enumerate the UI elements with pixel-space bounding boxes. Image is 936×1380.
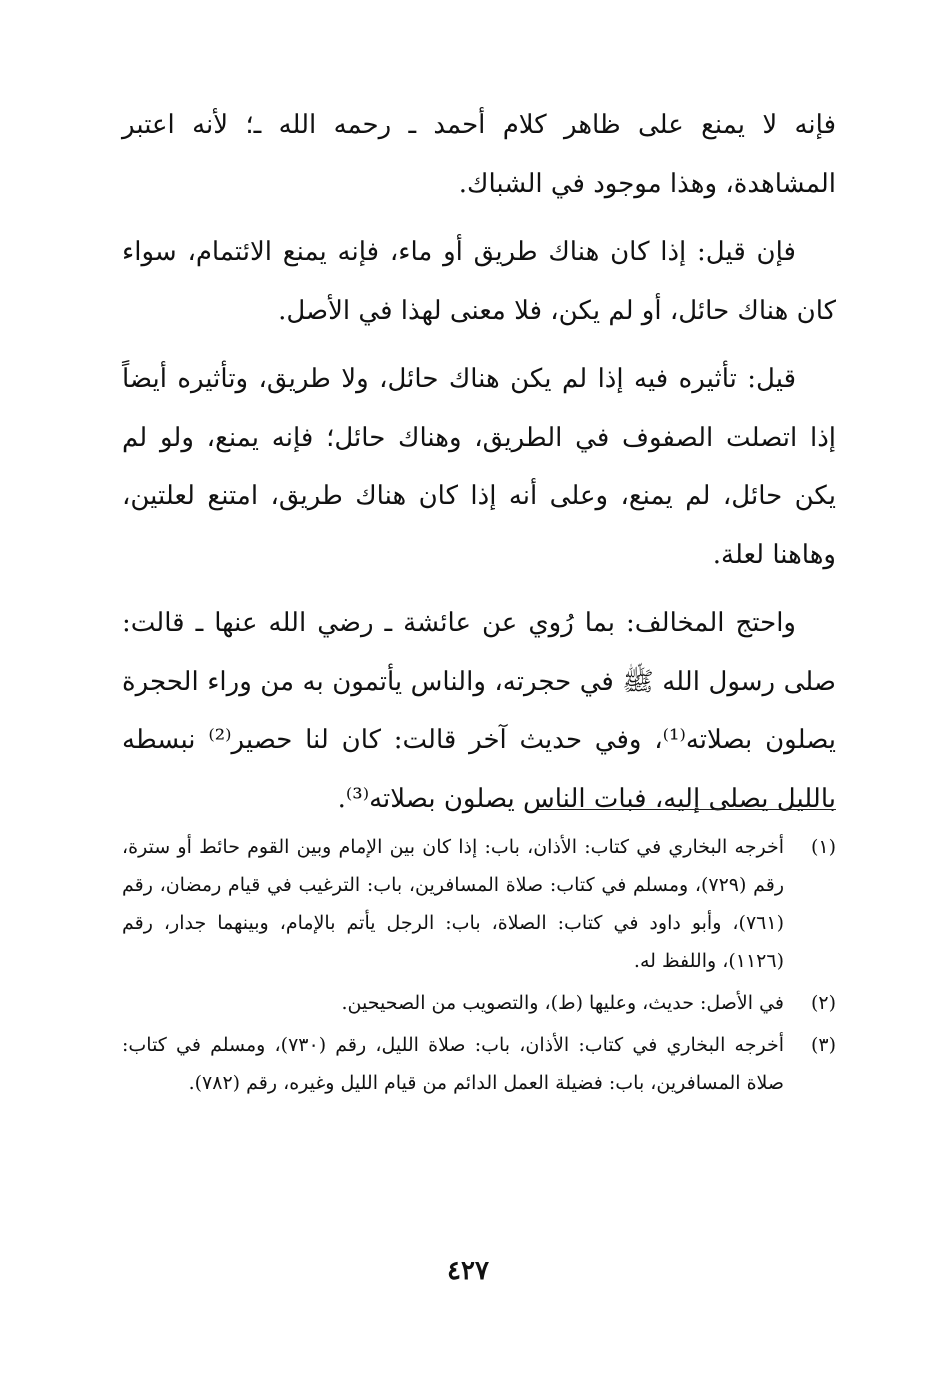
paragraph-2: فإن قيل: إذا كان هناك طريق أو ماء، فإنه يمنع الائتمام، سواء كان هناك حائل، أو لم يكن، فلا معنى لهذا في الأصل. [122, 237, 836, 326]
footnote-3 [122, 1026, 836, 1102]
footnote-number: (١) [810, 836, 836, 858]
footnote-number: (٣) [810, 1034, 836, 1056]
paragraph-1: فإنه لا يمنع على ظاهر كلام أحمد ـ رحمه الله ـ؛ لأنه اعتبر المشاهدة، وهذا موجود في الشباك. [122, 110, 836, 199]
footnote-1 [122, 828, 836, 980]
footnote-text: في الأصل: حديث، وعليها (ط)، والتصويب من الصحيحين. [341, 992, 784, 1014]
page-number: ٤٢٧ [447, 1256, 489, 1286]
paragraph-3: قيل: تأثيره فيه إذا لم يكن هناك حائل، ولا طريق، وتأثيره أيضاً إذا اتصلت الصفوف في الطريق، وهناك حائل؛ فإنه يمنع، ولو لم يكن حائل، لم يمنع، وعلى أنه إذا كان هناك طريق، امتنع لعلتين، وهاهنا لعلة. [122, 364, 836, 570]
footnote-text: أخرجه البخاري في كتاب: الأذان، باب: صلاة الليل، رقم (٧٣٠)، ومسلم في كتاب: صلاة المسافرين، باب: فضيلة العمل الدائم من قيام الليل وغيره، رقم (٧٨٢). [122, 1034, 784, 1094]
footnote-separator [538, 809, 836, 810]
footnote-number: (٢) [810, 992, 836, 1014]
main-text [122, 96, 836, 838]
footnotes [122, 828, 836, 1106]
footnote-text: أخرجه البخاري في كتاب: الأذان، باب: إذا كان بين الإمام وبين القوم حائط أو سترة، رقم (٧٢٩)، ومسلم في كتاب: صلاة المسافرين، باب: الترغيب في قيام رمضان، رقم (٧٦١)، وأبو داود في كتاب: الصلاة، باب: الرجل يأتم بالإمام، وبينهما جدار، رقم (١١٢٦)، واللفظ له. [122, 836, 784, 972]
footnote-2 [122, 984, 836, 1022]
paragraph-4: واحتج المخالف: بما رُوي عن عائشة ـ رضي الله عنها ـ قالت: صلى رسول الله ﷺ في حجرته، والناس يأتمون به من وراء الحجرة يصلون بصلاته⁽¹⁾، وفي حديث آخر قالت: كان لنا حصير⁽²⁾ نبسطه بالليل يصلى إليه، فبات الناس يصلون بصلاته⁽³⁾. [122, 608, 836, 814]
